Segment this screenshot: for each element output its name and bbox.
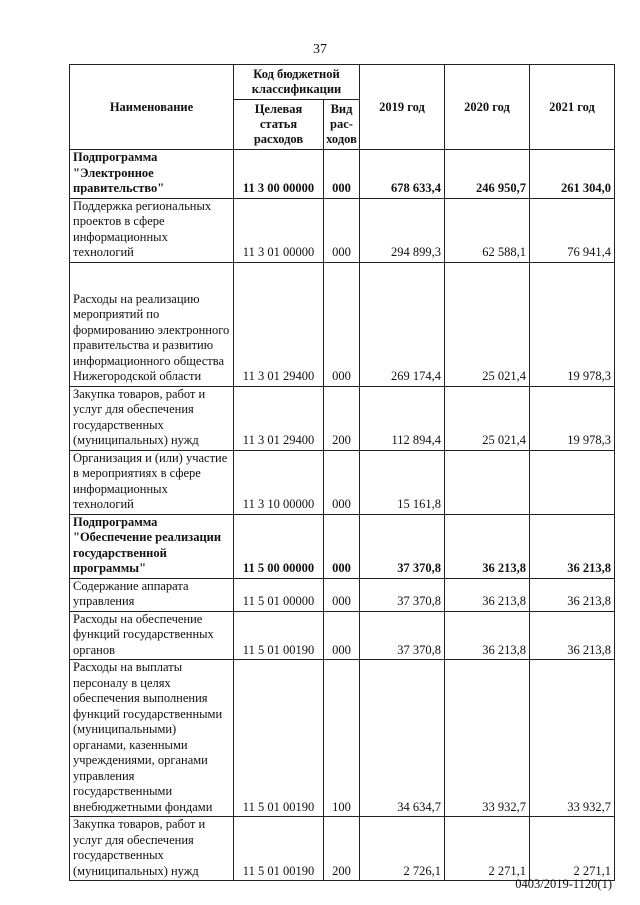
table-row — [70, 660, 615, 817]
row-target-code: 11 3 10 00000 — [234, 450, 324, 514]
page-number: 37 — [313, 42, 327, 57]
row-value-2021: 33 932,7 — [530, 660, 615, 817]
row-value-2019: 678 633,4 — [360, 150, 445, 199]
row-expense-type: 100 — [324, 660, 360, 817]
row-target-code: 11 5 01 00190 — [234, 817, 324, 881]
row-name: Содержание аппарата управления — [70, 578, 234, 611]
row-value-2019: 37 370,8 — [360, 578, 445, 611]
document-code: 0403/2019-1120(1) — [515, 877, 612, 891]
row-value-2021: 76 941,4 — [530, 198, 615, 262]
row-value-2020: 25 021,4 — [445, 386, 530, 450]
header-2021: 2021 год — [530, 65, 615, 150]
header-2020: 2020 год — [445, 65, 530, 150]
row-value-2021 — [530, 450, 615, 514]
row-name: Расходы на реализацию мероприятий по формированию электронного правительства и развитию информационного общества Нижегородской области — [70, 262, 234, 386]
row-value-2020: 33 932,7 — [445, 660, 530, 817]
table-row — [70, 514, 615, 578]
row-value-2020: 36 213,8 — [445, 514, 530, 578]
row-expense-type: 000 — [324, 611, 360, 660]
row-value-2020: 2 271,1 — [445, 817, 530, 881]
row-target-code: 11 3 01 00000 — [234, 198, 324, 262]
row-target-code: 11 3 01 29400 — [234, 262, 324, 386]
header-target-article: Целевая статья расходов — [234, 100, 324, 150]
row-expense-type: 000 — [324, 514, 360, 578]
row-value-2021: 36 213,8 — [530, 514, 615, 578]
row-target-code: 11 5 01 00000 — [234, 578, 324, 611]
row-value-2021: 261 304,0 — [530, 150, 615, 199]
table-row — [70, 450, 615, 514]
row-target-code: 11 3 00 00000 — [234, 150, 324, 199]
row-expense-type: 000 — [324, 150, 360, 199]
row-value-2019: 37 370,8 — [360, 611, 445, 660]
table-body — [70, 150, 615, 881]
table-row — [70, 262, 615, 386]
row-target-code: 11 5 01 00190 — [234, 660, 324, 817]
row-expense-type: 200 — [324, 817, 360, 881]
header-expense-type: Вид рас-ходов — [324, 100, 360, 150]
row-value-2019: 294 899,3 — [360, 198, 445, 262]
row-expense-type: 000 — [324, 450, 360, 514]
table-row — [70, 150, 615, 199]
row-value-2021: 19 978,3 — [530, 386, 615, 450]
row-expense-type: 000 — [324, 198, 360, 262]
row-value-2019: 15 161,8 — [360, 450, 445, 514]
table-header — [70, 65, 615, 150]
row-value-2021: 36 213,8 — [530, 611, 615, 660]
row-value-2020: 62 588,1 — [445, 198, 530, 262]
row-value-2019: 269 174,4 — [360, 262, 445, 386]
table-row — [70, 198, 615, 262]
header-name: Наименование — [70, 65, 234, 150]
row-value-2020 — [445, 450, 530, 514]
row-name: Расходы на обеспечение функций государственных органов — [70, 611, 234, 660]
table-row — [70, 578, 615, 611]
row-value-2019: 2 726,1 — [360, 817, 445, 881]
row-target-code: 11 5 00 00000 — [234, 514, 324, 578]
row-expense-type: 000 — [324, 262, 360, 386]
table-row — [70, 817, 615, 881]
table-row — [70, 386, 615, 450]
row-value-2021: 36 213,8 — [530, 578, 615, 611]
row-name: Расходы на выплаты персоналу в целях обеспечения выполнения функций государственными (муниципальными) органами, казенными учреждениями, органами управления государственными внебюджетными фондами — [70, 660, 234, 817]
row-expense-type: 200 — [324, 386, 360, 450]
header-code-group: Код бюджетной классификации — [234, 65, 360, 100]
row-target-code: 11 5 01 00190 — [234, 611, 324, 660]
row-name: Организация и (или) участие в мероприятиях в сфере информационных технологий — [70, 450, 234, 514]
row-name: Подпрограмма "Электронное правительство" — [70, 150, 234, 199]
row-name: Закупка товаров, работ и услуг для обеспечения государственных (муниципальных) нужд — [70, 817, 234, 881]
row-value-2020: 36 213,8 — [445, 578, 530, 611]
row-value-2019: 112 894,4 — [360, 386, 445, 450]
row-expense-type: 000 — [324, 578, 360, 611]
header-2019: 2019 год — [360, 65, 445, 150]
row-name: Закупка товаров, работ и услуг для обеспечения государственных (муниципальных) нужд — [70, 386, 234, 450]
table-row — [70, 611, 615, 660]
row-value-2020: 25 021,4 — [445, 262, 530, 386]
row-name: Поддержка региональных проектов в сфере информационных технологий — [70, 198, 234, 262]
row-target-code: 11 3 01 29400 — [234, 386, 324, 450]
row-value-2020: 36 213,8 — [445, 611, 530, 660]
row-value-2021: 19 978,3 — [530, 262, 615, 386]
row-value-2019: 34 634,7 — [360, 660, 445, 817]
row-value-2021: 2 271,1 — [530, 817, 615, 881]
row-name: Подпрограмма "Обеспечение реализации государственной программы" — [70, 514, 234, 578]
row-value-2020: 246 950,7 — [445, 150, 530, 199]
budget-table — [69, 64, 615, 881]
row-value-2019: 37 370,8 — [360, 514, 445, 578]
